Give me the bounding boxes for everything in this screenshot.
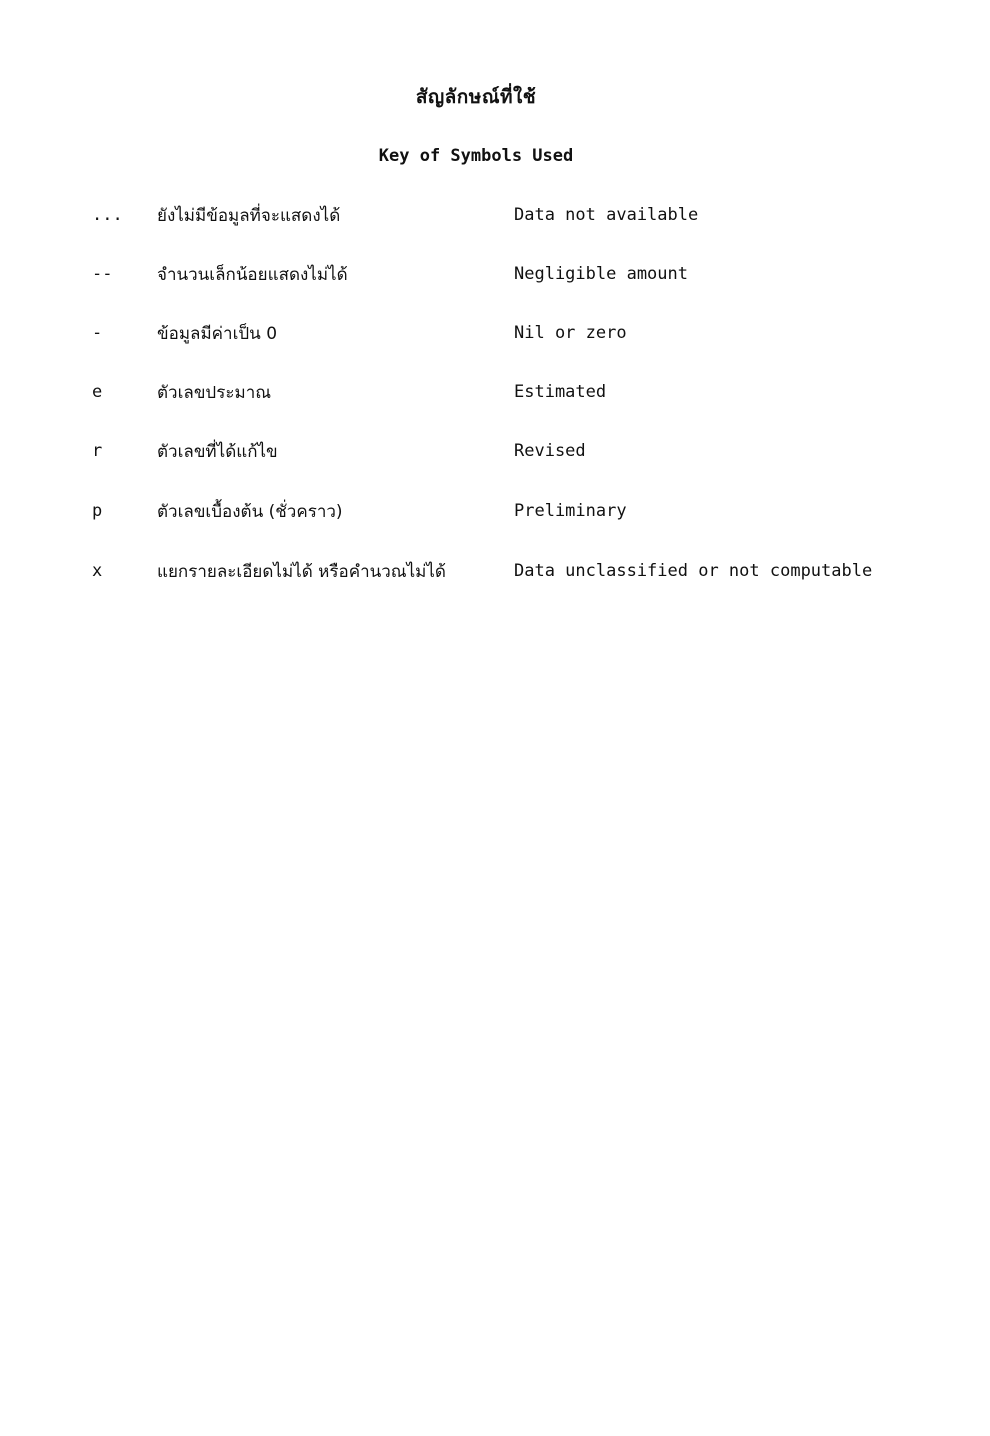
- legend-thai-meaning: ตัวเลขเบื้องต้น (ชั่วคราว): [157, 502, 343, 522]
- legend-english-meaning: Nil or zero: [514, 323, 627, 343]
- legend-symbol: e: [92, 382, 103, 402]
- legend-thai-meaning: ยังไม่มีข้อมูลที่จะแสดงได้: [157, 206, 341, 226]
- legend-row-unclassified: [0, 561, 990, 591]
- legend-row-nil-or-zero: [0, 323, 990, 353]
- legend-english-meaning: Preliminary: [514, 501, 627, 521]
- legend-thai-meaning: แยกรายละเอียดไม่ได้ หรือคำนวณไม่ได้: [157, 562, 446, 582]
- legend-symbol: x: [92, 561, 103, 581]
- legend-symbol: p: [92, 501, 103, 521]
- legend-thai-meaning: ตัวเลขประมาณ: [157, 383, 272, 403]
- legend-thai-meaning: จำนวนเล็กน้อยแสดงไม่ได้: [157, 265, 348, 285]
- legend-row-preliminary: [0, 501, 990, 531]
- legend-symbol: -: [92, 323, 103, 343]
- legend-symbol: ...: [92, 205, 123, 225]
- symbol-legend: [0, 0, 990, 620]
- legend-row-negligible-amount: [0, 264, 990, 294]
- legend-english-meaning: Data unclassified or not computable: [514, 561, 873, 581]
- legend-symbol: --: [92, 264, 113, 284]
- legend-symbol: r: [92, 441, 103, 461]
- legend-row-estimated: [0, 382, 990, 412]
- page-title-thai: สัญลักษณ์ที่ใช้: [415, 86, 537, 108]
- legend-thai-meaning: ตัวเลขที่ได้แก้ไข: [157, 442, 278, 462]
- legend-english-meaning: Data not available: [514, 205, 699, 225]
- legend-english-meaning: Revised: [514, 441, 586, 461]
- legend-thai-meaning: ข้อมูลมีค่าเป็น 0: [157, 324, 278, 344]
- legend-english-meaning: Estimated: [514, 382, 607, 402]
- page-title-english: Key of Symbols Used: [378, 146, 574, 166]
- legend-english-meaning: Negligible amount: [514, 264, 688, 284]
- legend-row-data-not-available: [0, 205, 990, 235]
- legend-row-revised: [0, 441, 990, 471]
